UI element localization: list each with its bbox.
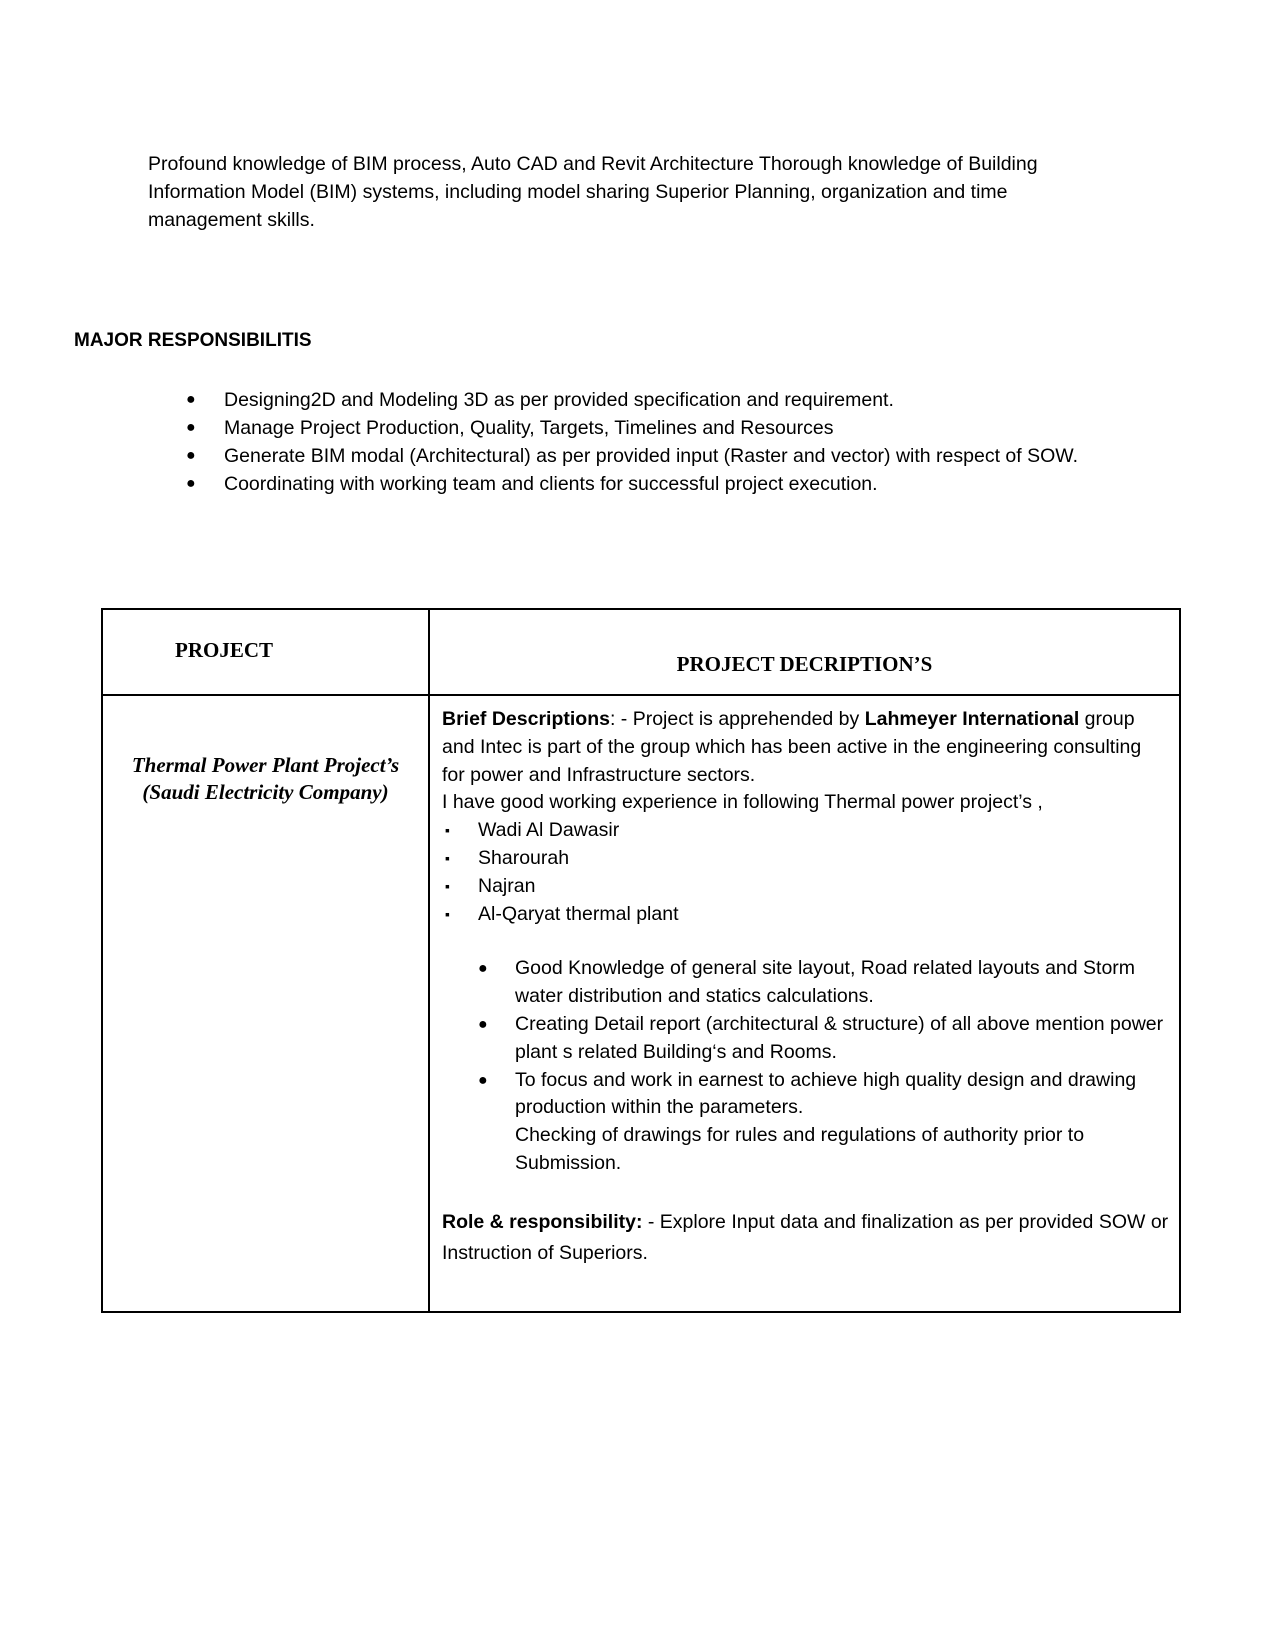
list-item bbox=[180, 442, 1100, 470]
bullet-icon: ● bbox=[478, 1015, 488, 1033]
project-name-line: Thermal Power Plant Project’s bbox=[131, 753, 400, 777]
role-label: Role & responsibility: bbox=[442, 1210, 643, 1233]
list-item-text: Manage Project Production, Quality, Targets, Timelines and Resources bbox=[224, 417, 834, 439]
brief-label: Brief Descriptions bbox=[442, 708, 610, 730]
square-bullet-icon: ▪ bbox=[445, 877, 450, 894]
intro-paragraph: Profound knowledge of BIM process, Auto CAD and Revit Architecture Thorough knowledge of Building Information Model (BIM) systems, including model sharing Superior Planning, organization and time management skills. bbox=[148, 153, 1038, 231]
list-item bbox=[180, 414, 1100, 442]
table-header-row bbox=[102, 609, 1180, 695]
detail-text: Creating Detail report (architectural & structure) of all above mention power plant s related Building‘s and Rooms. bbox=[515, 1012, 1164, 1063]
project-name-cell bbox=[102, 695, 429, 1312]
bullet-icon: ● bbox=[478, 1071, 488, 1089]
role-responsibility bbox=[442, 1207, 1169, 1269]
brief-description bbox=[442, 706, 1169, 789]
plant-list bbox=[442, 817, 1169, 928]
project-table bbox=[101, 608, 1181, 1313]
section-heading-responsibilities: MAJOR RESPONSIBILITIS bbox=[74, 330, 312, 351]
square-bullet-icon: ▪ bbox=[445, 905, 450, 922]
header-project bbox=[102, 609, 429, 695]
list-item bbox=[442, 873, 1169, 901]
bullet-icon: ● bbox=[478, 960, 488, 978]
list-item bbox=[442, 901, 1169, 929]
project-description-cell bbox=[429, 695, 1180, 1312]
list-item-text: Generate BIM modal (Architectural) as per provided input (Raster and vector) with respect of SOW. bbox=[224, 445, 1079, 467]
detail-text: Good Knowledge of general site layout, Road related layouts and Storm water distribution and statics calculations. bbox=[515, 957, 1136, 1008]
responsibilities-list bbox=[180, 386, 1100, 498]
list-item bbox=[442, 845, 1169, 873]
header-project-label: PROJECT bbox=[175, 638, 274, 662]
list-item-text: Designing2D and Modeling 3D as per provided specification and requirement. bbox=[224, 389, 894, 411]
project-name bbox=[103, 696, 428, 806]
list-item bbox=[478, 1011, 1169, 1067]
list-item bbox=[478, 955, 1169, 1011]
experience-text: I have good working experience in following Thermal power project’s , bbox=[442, 791, 1043, 814]
detail-list bbox=[442, 955, 1169, 1177]
detail-continuation: Checking of drawings for rules and regulations of authority prior to Submission. bbox=[515, 1124, 1085, 1174]
plant-name: Najran bbox=[478, 874, 536, 897]
header-description-label: PROJECT DECRIPTION’S bbox=[676, 652, 933, 676]
project-client: (Saudi Electricity Company) bbox=[142, 780, 389, 804]
square-bullet-icon: ▪ bbox=[445, 822, 450, 839]
table-row bbox=[102, 695, 1180, 1312]
list-item bbox=[442, 817, 1169, 845]
brief-text: : - Project is apprehended by bbox=[609, 708, 865, 730]
bullet-icon: ● bbox=[186, 475, 196, 492]
list-item-text: Coordinating with working team and clients for successful project execution. bbox=[224, 473, 878, 495]
detail-text: To focus and work in earnest to achieve high quality design and drawing production within the parameters. bbox=[515, 1068, 1137, 1119]
plant-name: Wadi Al Dawasir bbox=[478, 819, 620, 842]
list-item bbox=[180, 470, 1100, 498]
list-item bbox=[180, 386, 1100, 414]
company-name: Lahmeyer International bbox=[864, 708, 1080, 730]
plant-name: Sharourah bbox=[478, 846, 570, 869]
bullet-icon: ● bbox=[186, 419, 196, 436]
plant-name: Al-Qaryat thermal plant bbox=[478, 902, 679, 925]
bullet-icon: ● bbox=[186, 391, 196, 408]
list-item bbox=[478, 1067, 1169, 1123]
brief-text-cont: group and Intec is part of the group which has been active in the engineering consulting for power and Infrastructure sectors. bbox=[442, 708, 1142, 786]
bullet-icon: ● bbox=[186, 447, 196, 464]
header-description bbox=[429, 609, 1180, 695]
role-text: - Explore Input data and finalization as per provided SOW or Instruction of Superiors. bbox=[442, 1210, 1169, 1264]
square-bullet-icon: ▪ bbox=[445, 849, 450, 866]
